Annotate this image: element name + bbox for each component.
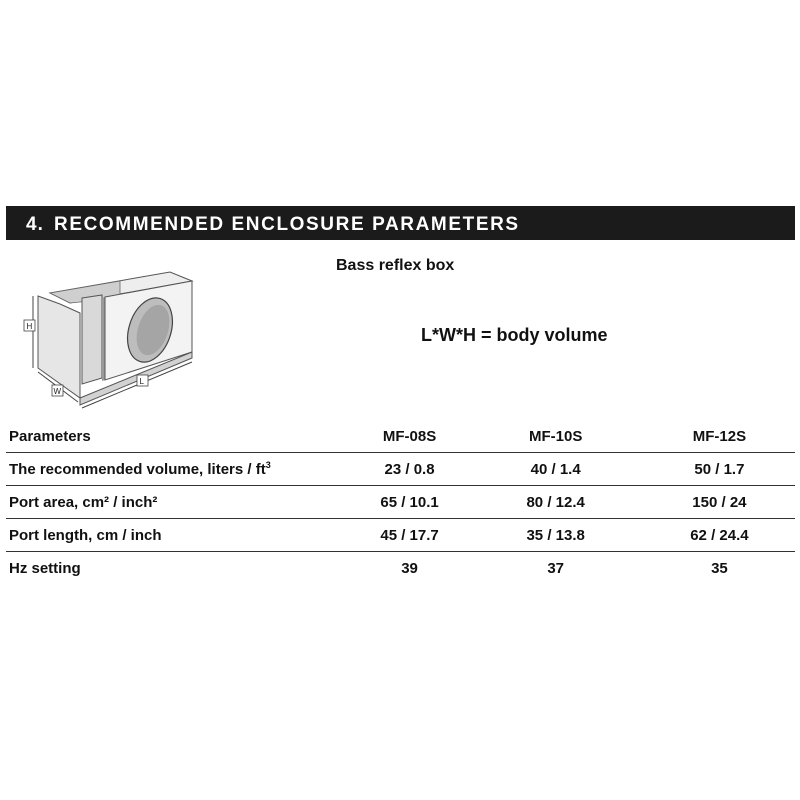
table-cell: 35 — [644, 552, 795, 585]
bass-reflex-box-illustration — [20, 268, 200, 413]
header-mf-08s: MF-08S — [382, 427, 437, 445]
dimension-w-label: W — [53, 387, 62, 396]
parameters-table — [6, 420, 795, 584]
superscript: 3 — [265, 460, 271, 470]
table-cell: 150 / 24 — [644, 486, 795, 519]
table-cell: 37 — [468, 552, 644, 585]
row-label: Port length, cm / inch — [6, 519, 352, 552]
table-cell: 23 / 0.8 — [352, 453, 468, 486]
table-cell: 50 / 1.7 — [644, 453, 795, 486]
header-parameters: Parameters — [9, 427, 91, 445]
header-mf-12s: MF-12S — [692, 427, 747, 445]
volume-formula: L*W*H = body volume — [421, 325, 608, 345]
table-header-row — [6, 420, 795, 453]
table-row-port-area — [6, 486, 795, 519]
row-label: Port area, cm² / inch² — [6, 486, 352, 519]
row-label: The recommended volume, liters / $ft^3$ — [6, 453, 352, 486]
header-mf-10s: MF-10S — [528, 427, 583, 445]
dimension-l-label: L — [139, 377, 144, 386]
table-cell: 65 / 10.1 — [352, 486, 468, 519]
table-row-hz-setting — [6, 552, 795, 585]
table-cell: 62 / 24.4 — [644, 519, 795, 552]
row-label: Hz setting — [6, 552, 352, 585]
table-cell: 35 / 13.8 — [468, 519, 644, 552]
section-header — [6, 206, 795, 240]
dimension-h-label: H — [26, 322, 33, 331]
table-row-port-length — [6, 519, 795, 552]
table-cell: 45 / 17.7 — [352, 519, 468, 552]
table-row-volume — [6, 453, 795, 486]
table-cell: 39 — [352, 552, 468, 585]
section-title: RECOMMENDED ENCLOSURE PARAMETERS — [54, 214, 520, 235]
box-type-title: Bass reflex box — [336, 257, 455, 274]
section-number: 4. — [26, 214, 44, 235]
table-cell: 40 / 1.4 — [468, 453, 644, 486]
table-cell: 80 / 12.4 — [468, 486, 644, 519]
